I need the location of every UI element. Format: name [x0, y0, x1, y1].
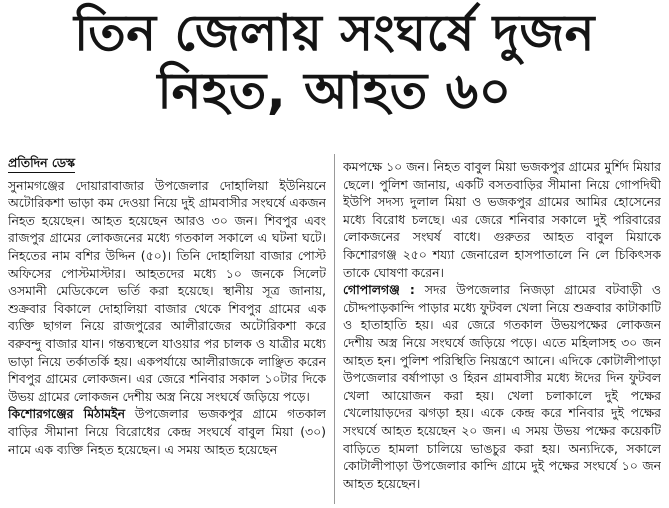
- paragraph-gopalganj-text: সদর উপজেলার নিজড়া গ্রামের বটবাড়ী ও চৌদ্দপাড়কান্দি পাড়ার মধ্যে ফুটবল খেলা নিয়ে শুক্রবার কাটাকাটি ও হাতাহাতি হয়। এর জেরে গতকাল উভয়পক্ষের লোকজন দেশীয় অস্ত্র নিয়ে সংঘর্ষে জড়িয়ে পড়ে। এতে মহিলাসহ ৩০ জন আহত হন। পুলিশ পরিস্থিতি নিয়ন্ত্রণে আনে। এদিকে কোটালীপাড়া উপজেলার বর্ষাপাড়া ও হিরন গ্রামবাসীর মধ্যে ঈদের দিন ফুটবল খেলা আয়োজন করা হয়। খেলা চলাকালে দুই পক্ষের খেলোয়াড়দের ঝগড়া হয়। একে কেন্দ্র করে শনিবার দুই পক্ষের সংঘর্ষে আহত হয়েছেন ২০ জন। এ সময় উভয় পক্ষের কয়েকটি বাড়িতে হামলা চালিয়ে ভাঙচুর করা হয়। অন্যদিকে, সকালে কোটালীপাড়া উপজেলার কান্দি গ্রামে দুই পক্ষের সংঘর্ষে ১০ জন আহত হয়েছেন।: [343, 282, 661, 491]
- headline-line-1: তিন জেলায় সংঘর্ষে দুজন: [73, 4, 596, 62]
- byline: প্রতিদিন ডেস্ক: [8, 154, 75, 173]
- paragraph-sunamganj: সুনামগঞ্জের দোয়ারাবাজার উপজেলার দোহালিয়া ইউনিয়নে অটোরিকশা ভাড়া কম দেওয়া নিয়ে দুই গ্রামবাসীর সংঘর্ষে একজন নিহত হয়েছেন। আহত হয়েছেন আরও ৩০ জন। শিবপুর এবং রাজপুর গ্রামের লোকজনের মধ্যে গতকাল সকালে এ ঘটনা ঘটে। নিহতের নাম বশির উদ্দিন (৫০)। তিনি দোহালিয়া বাজার পোস্ট অফিসের পোস্টমাস্টার। আহতদের মধ্যে ১০ জনকে সিলেট ওসমানী মেডিকেলে ভর্তি করা হয়েছে। স্থানীয় সূত্র জানায়, শুক্রবার বিকালে দোহালিয়া বাজার থেকে শিবপুর গ্রামের এক ব্যক্তি ছাগল নিয়ে রাজপুরের আলীরাজের অটোরিকশা করে বরুবন্দু বাজার যান। গন্তব্যস্থলে যাওয়ার পর চালক ও যাত্রীর মধ্যে ভাড়া নিয়ে তর্কাতর্কি হয়। একপর্যায়ে আলীরাজকে লাঞ্ছিত করেন শিবপুর গ্রামের লোকজন। এর জেরে শনিবার সকাল ১০টার দিকে উভয় গ্রামের লোকজন দেশীয় অস্ত্র নিয়ে সংঘর্ষে জড়িয়ে পড়ে।: [8, 177, 326, 404]
- headline: [0, 4, 669, 120]
- column-divider: [334, 154, 335, 504]
- headline-line-2: নিহত, আহত ৬০: [157, 62, 512, 120]
- dateline-gopalganj: গোপালগঞ্জ :: [343, 282, 415, 298]
- paragraph-kishoreganj: [8, 405, 326, 458]
- article-column-left: [8, 154, 326, 504]
- paragraph-kishoreganj-text: উপজেলার ভজকপুর গ্রামে গতকাল বাড়ির সীমানা নিয়ে বিরোধের কেন্দ্র সংঘর্ষে বাবুল মিয়া (৩০) নামে এক ব্যক্তি নিহত হয়েছেন। এ সময় আহত হয়েছেন: [8, 406, 326, 457]
- article-column-right: [343, 158, 661, 508]
- paragraph-gopalganj: [343, 281, 661, 492]
- dateline-kishoreganj: কিশোরগঞ্জের মিঠামইন: [8, 406, 126, 422]
- paragraph-kishoreganj-continued: কমপক্ষে ১০ জন। নিহত বাবুল মিয়া ভজকপুর গ্রামের মুর্শিদ মিয়ার ছেলে। পুলিশ জানায়, একটি বসতবাড়ির সীমানা নিয়ে গোপদিঘী ইউপি সদস্য দুলাল মিয়া ও ভজকপুর গ্রামের আমির হোসেনের মধ্যে বিরোধ চলছে। এর জেরে শনিবার সকালে দুই পরিবারের লোকজনের সংঘর্ষ বাধে। গুরুতর আহত বাবুল মিয়াকে কিশোরগঞ্জ ২৫০ শয্যা জেনারেল হাসপাতালে নি লে চিকিৎসক তাকে ঘোষণা করেন।: [343, 159, 661, 280]
